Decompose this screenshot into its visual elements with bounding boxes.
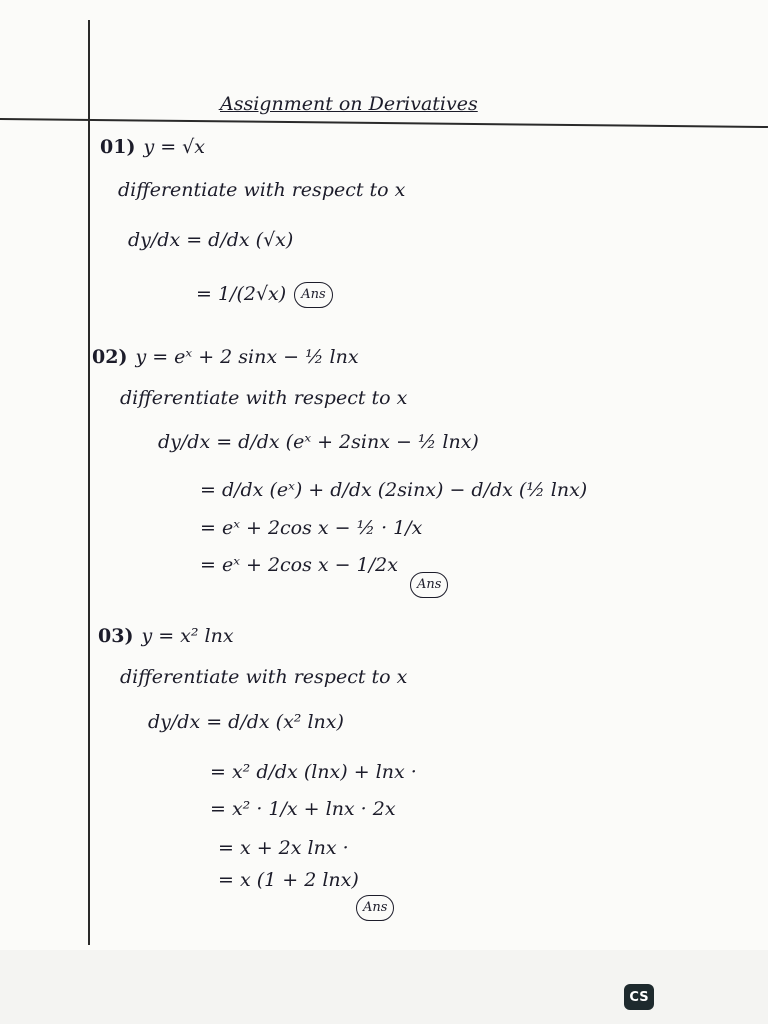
q1-eq-text: y = √x	[143, 136, 205, 158]
q2-number: 02)	[92, 346, 128, 368]
q3-step-2: = x² d/dx (lnx) + lnx ·	[210, 761, 417, 783]
page-title: Assignment on Derivatives	[220, 93, 478, 115]
q2-eq-text: y = eˣ + 2 sinx − ½ lnx	[135, 346, 359, 368]
q3-step-4: = x + 2x lnx ·	[218, 837, 349, 859]
q2-step-3: = eˣ + 2cos x − ½ · 1/x	[200, 517, 423, 539]
q2-ans-wrap	[402, 572, 448, 598]
q1-step-2	[196, 282, 333, 308]
q2-equation	[92, 345, 359, 369]
q3-step-5: = x (1 + 2 lnx)	[218, 869, 359, 891]
q1-step-2-text: = 1/(2√x)	[196, 283, 287, 305]
q1-step-1: dy/dx = d/dx (√x)	[128, 229, 294, 251]
margin-line	[88, 20, 90, 945]
q1-number: 01)	[100, 136, 136, 158]
q2-step-1: dy/dx = d/dx (eˣ + 2sinx − ½ lnx)	[158, 431, 479, 453]
q2-step-4: = eˣ + 2cos x − 1/2x	[200, 554, 398, 576]
q2-instruction: differentiate with respect to x	[120, 387, 408, 409]
q3-instruction: differentiate with respect to x	[120, 666, 408, 688]
q3-eq-text: y = x² lnx	[141, 625, 234, 647]
camscanner-logo: CS	[624, 984, 654, 1010]
q2-step-2: = d/dx (eˣ) + d/dx (2sinx) − d/dx (½ lnx)	[200, 479, 588, 501]
q1-instruction: differentiate with respect to x	[118, 179, 406, 201]
q3-ans-badge: Ans	[356, 895, 394, 921]
q3-step-3: = x² · 1/x + lnx · 2x	[210, 798, 396, 820]
q3-ans-wrap	[348, 895, 394, 921]
q3-number: 03)	[98, 625, 134, 647]
q2-ans-badge: Ans	[410, 572, 448, 598]
q3-equation	[98, 624, 234, 648]
q3-step-1: dy/dx = d/dx (x² lnx)	[148, 711, 344, 733]
q1-ans-badge: Ans	[294, 282, 332, 308]
q1-equation	[100, 135, 205, 159]
